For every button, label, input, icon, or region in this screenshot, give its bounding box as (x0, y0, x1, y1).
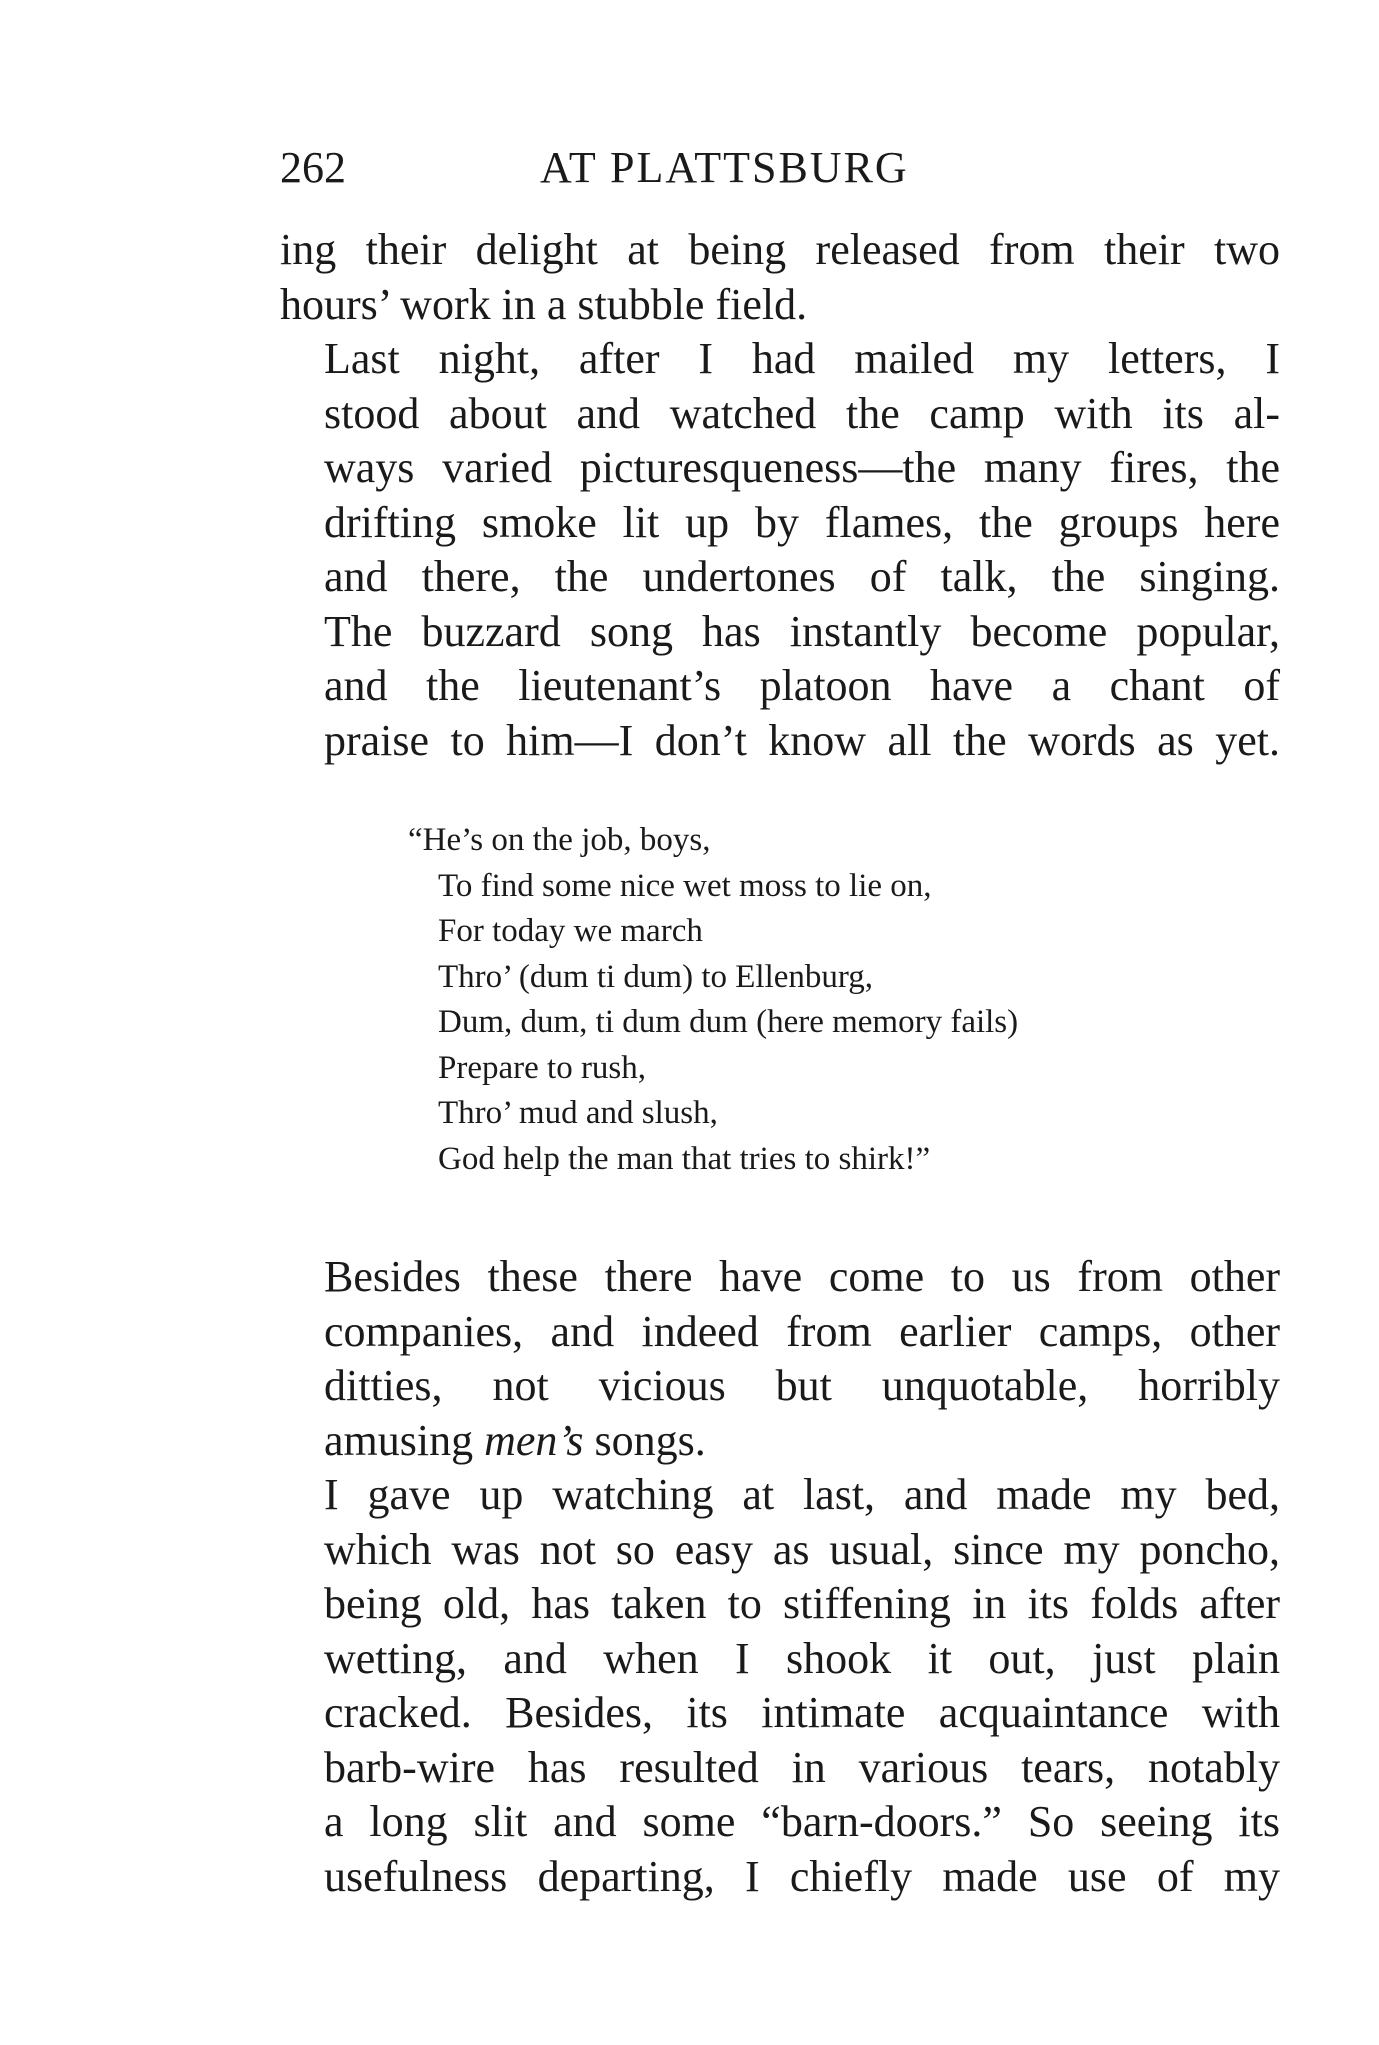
text-line: ing their delight at being released from their two (280, 225, 1280, 274)
verse-line: Thro’ mud and slush, (438, 1095, 718, 1131)
text-line: companies, and indeed from earlier camps, other (324, 1306, 1280, 1356)
text-block-top (280, 223, 1280, 768)
text-line: hours’ work in a stubble field. (280, 279, 808, 329)
text-line: barb-wire has resulted in various tears, notably (324, 1742, 1280, 1792)
text-line: Besides these there have come to us from other (324, 1252, 1280, 1301)
text-line: cracked. Besides, its intimate acquaintance with (324, 1688, 1280, 1737)
paragraph-last-night (280, 332, 1280, 768)
paragraph-gave-up (280, 1468, 1280, 1904)
text-line: The buzzard song has instantly become popular, (324, 606, 1280, 656)
text-line: and there, the undertones of talk, the singing. (324, 552, 1280, 601)
text-line: praise to him—I don’t know all the words as yet. (324, 715, 1280, 765)
text-line (280, 1414, 1280, 1469)
paragraph-continued (280, 223, 1280, 332)
page-number: 262 (280, 143, 346, 192)
paragraph-besides (280, 1250, 1280, 1468)
text-line: Last night, after I had mailed my letters, I (324, 334, 1280, 383)
verse-line: Dum, dum, ti dum dum (here memory fails) (438, 1004, 1019, 1040)
text-fragment: amusing (324, 1415, 485, 1465)
text-line: ditties, not vicious but unquotable, horribly (324, 1361, 1280, 1410)
verse-line: To find some nice wet moss to lie on, (438, 867, 932, 904)
running-title: AT PLATTSBURG (540, 143, 909, 192)
text-line: being old, has taken to stiffening in its folds after (324, 1579, 1280, 1628)
text-line: usefulness departing, I chiefly made use of my (324, 1851, 1280, 1901)
verse-line: Thro’ (dum ti dum) to Ellenburg, (438, 958, 874, 995)
text-line: stood about and watched the camp with its al- (324, 388, 1280, 438)
page-header (280, 138, 1280, 198)
text-line: drifting smoke lit up by flames, the groups here (324, 497, 1280, 547)
text-fragment: songs. (583, 1415, 706, 1465)
text-line: a long slit and some “barn-doors.” So seeing its (324, 1797, 1280, 1846)
text-line: and the lieutenant’s platoon have a chant of (324, 661, 1280, 710)
text-line: I gave up watching at last, and made my bed, (324, 1470, 1280, 1519)
text-line: which was not so easy as usual, since my poncho, (324, 1524, 1280, 1574)
text-line: wetting, and when I shook it out, just plain (324, 1633, 1280, 1683)
verse-line: God help the man that tries to shirk!” (438, 1140, 931, 1177)
song-verse (408, 818, 1248, 1182)
verse-line: “He’s on the job, boys, (408, 822, 711, 858)
verse-line: For today we march (438, 913, 703, 949)
verse-line: Prepare to rush, (438, 1049, 647, 1086)
text-block-bottom (280, 1250, 1280, 1904)
emphasized-word: men’s (484, 1415, 584, 1465)
text-line: ways varied picturesqueness—the many fires, the (324, 443, 1280, 492)
